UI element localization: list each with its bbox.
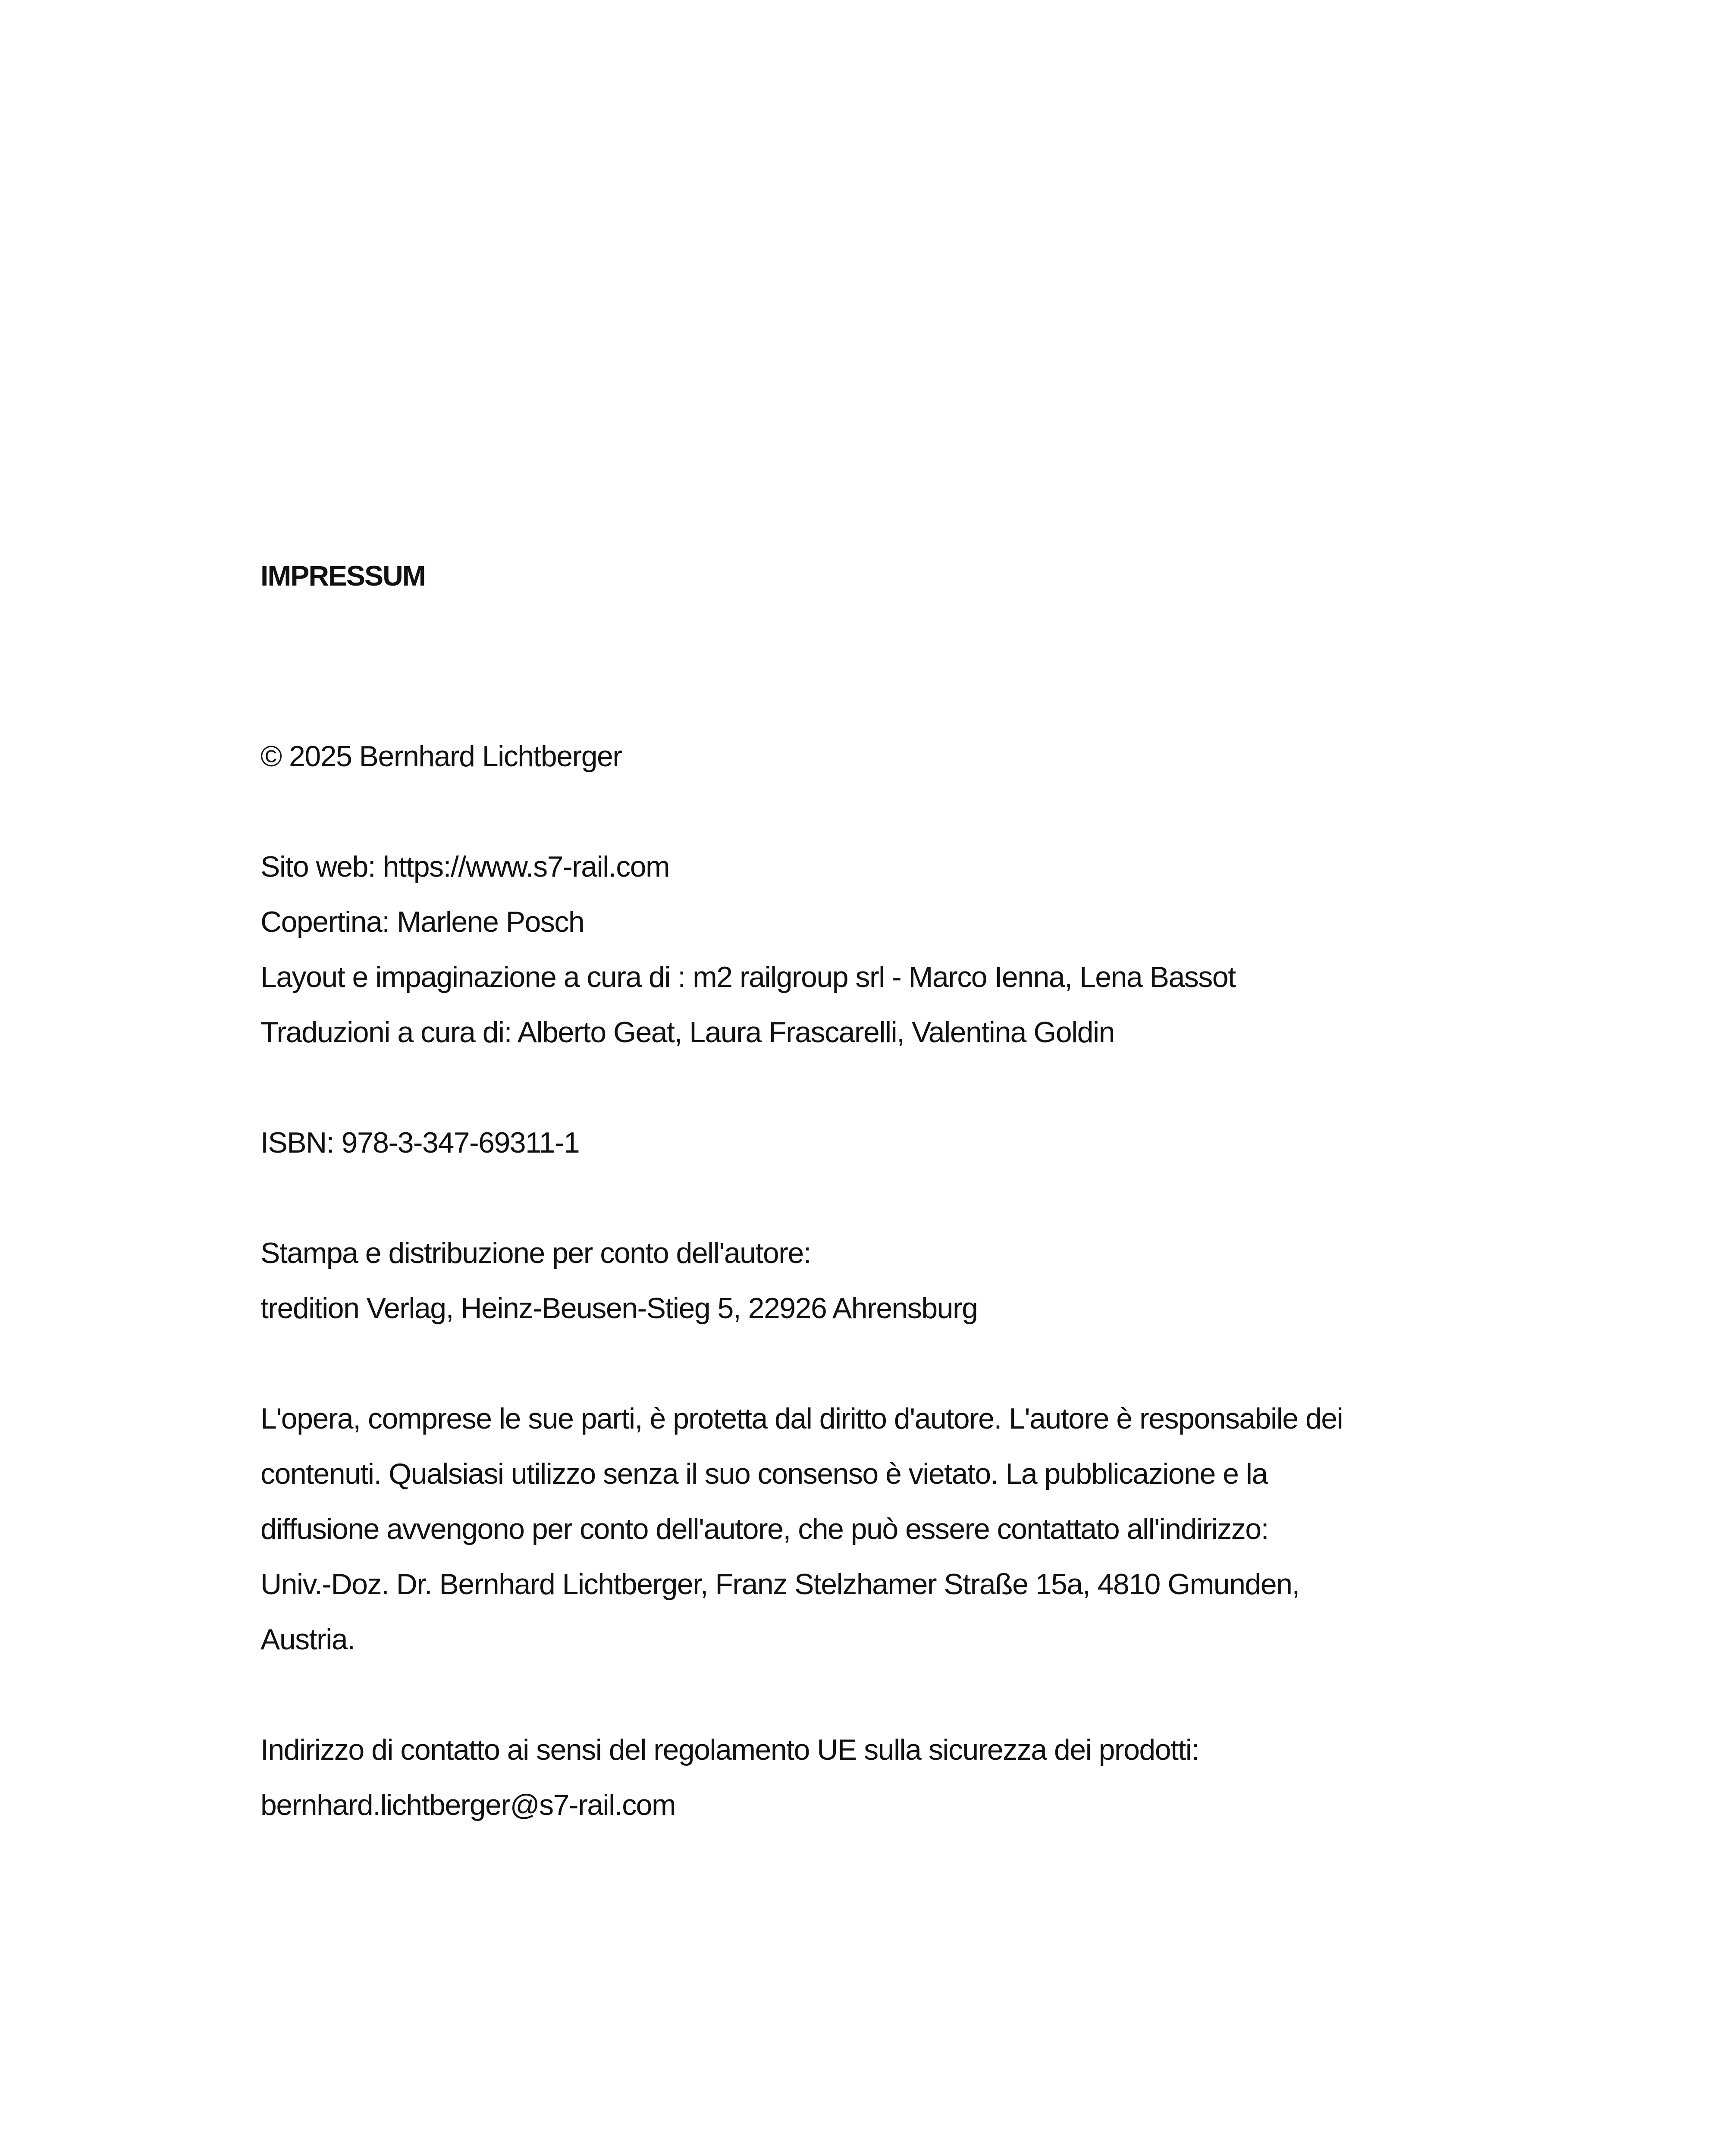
translation-credit-line: Traduzioni a cura di: Alberto Geat, Laura Frascarelli, Valentina Goldin — [260, 1016, 1114, 1049]
contact-block — [260, 1722, 1468, 1833]
copyright-line: © 2025 Bernhard Lichtberger — [260, 740, 622, 773]
spacer — [260, 1170, 1468, 1225]
distribution-line: Stampa e distribuzione per conto dell'autore: — [260, 1237, 811, 1269]
legal-notice-line: contenuti. Qualsiasi utilizzo senza il suo consenso è vietato. La pubblicazione e la — [260, 1457, 1268, 1490]
layout-credit-line: Layout e impaginazione a cura di : m2 railgroup srl - Marco Ienna, Lena Bassot — [260, 961, 1236, 993]
website-line: Sito web: https://www.s7-rail.com — [260, 850, 670, 883]
contact-email-line: bernhard.lichtberger@s7-rail.com — [260, 1789, 676, 1821]
author-address-line: Univ.-Doz. Dr. Bernhard Lichtberger, Franz Stelzhamer Straße 15a, 4810 Gmunden, — [260, 1568, 1299, 1601]
credits-block — [260, 839, 1468, 1060]
page-title: IMPRESSUM — [260, 560, 425, 592]
spacer — [260, 595, 1468, 729]
legal-notice-line: L'opera, comprese le sue parti, è protetta dal diritto d'autore. L'autore è responsabile dei — [260, 1402, 1343, 1435]
spacer — [260, 1667, 1468, 1722]
legal-notice-line: diffusione avvengono per conto dell'autore, che può essere contattato all'indirizzo: — [260, 1513, 1268, 1545]
isbn-line: ISBN: 978-3-347-69311-1 — [260, 1126, 580, 1159]
legal-notice-block — [260, 1391, 1468, 1667]
distribution-block — [260, 1225, 1468, 1336]
imprint-content — [260, 556, 1468, 1833]
spacer — [260, 1060, 1468, 1115]
publisher-address-line: tredition Verlag, Heinz-Beusen-Stieg 5, 22926 Ahrensburg — [260, 1292, 978, 1325]
spacer — [260, 1336, 1468, 1391]
spacer — [260, 784, 1468, 839]
author-country-line: Austria. — [260, 1623, 355, 1656]
cover-credit-line: Copertina: Marlene Posch — [260, 906, 584, 938]
contact-label-line: Indirizzo di contatto ai sensi del regolamento UE sulla sicurezza dei prodotti: — [260, 1733, 1199, 1766]
